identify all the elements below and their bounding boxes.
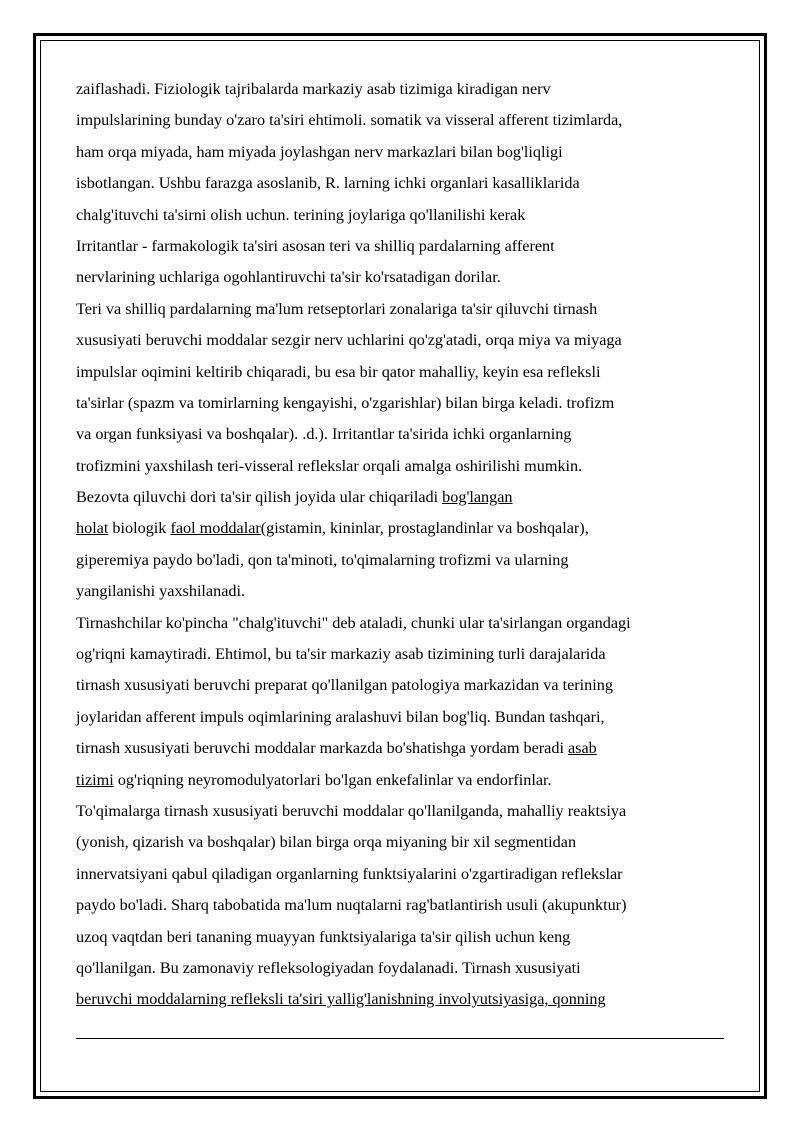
text-line: [76, 922, 726, 953]
text-line: [76, 325, 726, 356]
text-span: (yonish, qizarish va boshqalar) bilan birga orqa miyaning bir xil segmentidan: [76, 833, 577, 852]
text-span: og'riqni kamaytiradi. Ehtimol, bu ta'sir markaziy asab tizimining turli darajalarida: [76, 645, 606, 664]
text-span: qo'llanilgan. Bu zamonaviy refleksologiyadan foydalanadi. Tirnash xususiyati: [76, 958, 581, 977]
text-span: Irritantlar - farmakologik ta'siri asosan teri va shilliq pardalarning afferent: [76, 236, 555, 255]
hyperlink-faol-moddalar[interactable]: faol moddalar: [170, 519, 261, 538]
text-span: tirnash xususiyati beruvchi preparat qo'llanilgan patologiya markazidan va terining: [76, 676, 613, 695]
text-span: Tirnashchilar ko'pincha "chalg'ituvchi" deb ataladi, chunki ular ta'sirlangan organdagi: [76, 613, 631, 632]
hyperlink-bogliangan[interactable]: bog'langan: [442, 488, 513, 507]
text-span: innervatsiyani qabul qiladigan organlarning funktsiyalarini o'zgartiradigan reflekslar: [76, 864, 623, 883]
text-span: beruvchi moddalarning refleksli ta'siri yallig'lanishning involyutsiyasiga, qonning: [76, 990, 606, 1009]
text-line: [76, 608, 726, 639]
text-line: [76, 357, 726, 388]
text-line: [76, 419, 726, 450]
text-span: ta'sirlar (spazm va tomirlarning kengayishi, o'zgarishlar) bilan birga keladi. trofizm: [76, 393, 615, 412]
text-line: [76, 294, 726, 325]
text-span: paydo bo'ladi. Sharq tabobatida ma'lum nuqtalarni rag'batlantirish usuli (akupunktur): [76, 896, 627, 915]
text-line: [76, 545, 726, 576]
hyperlink-holat[interactable]: holat: [76, 519, 109, 538]
text-span: nervlarining uchlariga ogohlantiruvchi ta'sir ko'rsatadigan dorilar.: [76, 268, 501, 287]
text-line: [76, 513, 726, 544]
text-line: [76, 859, 726, 890]
text-span: (gistamin, kininlar, prostaglandinlar va boshqalar),: [260, 519, 589, 538]
text-span: Teri va shilliq pardalarning ma'lum retseptorlari zonalariga ta'sir qiluvchi tirnash: [76, 299, 598, 318]
text-line: [76, 702, 726, 733]
text-span: impulslarining bunday o'zaro ta'siri ehtimoli. somatik va visseral afferent tizimlarda,: [76, 111, 623, 130]
text-span: giperemiya paydo bo'ladi, qon ta'minoti, to'qimalarning trofizmi va ularning: [76, 550, 569, 569]
text-span: va organ funksiyasi va boshqalar). .d.). Irritantlar ta'sirida ichki organlarning: [76, 425, 572, 444]
text-line: [76, 984, 726, 1015]
text-line: [76, 796, 726, 827]
text-line: [76, 890, 726, 921]
text-span: joylaridan afferent impuls oqimlarining aralashuvi bilan bog'liq. Bundan tashqari,: [76, 707, 605, 726]
text-span: ham orqa miyada, ham miyada joylashgan nerv markazlari bilan bog'liqligi: [76, 142, 563, 161]
text-span: isbotlangan. Ushbu farazga asoslanib, R. larning ichki organlari kasalliklarida: [76, 174, 580, 193]
text-line: [76, 168, 726, 199]
text-span: To'qimalarga tirnash xususiyati beruvchi moddalar qo'llanilganda, mahalliy reaktsiya: [76, 801, 627, 820]
text-span: tirnash xususiyati beruvchi moddalar markazda bo'shatishga yordam beradi: [76, 739, 568, 758]
text-line: [76, 388, 726, 419]
text-span: yangilanishi yaxshilanadi.: [76, 582, 246, 601]
hyperlink-tizimi[interactable]: tizimi: [76, 770, 114, 789]
text-line: [76, 639, 726, 670]
text-line: [76, 670, 726, 701]
hyperlink-asab[interactable]: asab: [568, 739, 597, 758]
text-line: [76, 105, 726, 136]
text-line: [76, 200, 726, 231]
text-line: [76, 733, 726, 764]
text-line: [76, 827, 726, 858]
text-span: trofizmini yaxshilash teri-visseral reflekslar orqali amalga oshirilishi mumkin.: [76, 456, 583, 475]
text-line: [76, 451, 726, 482]
text-line: [76, 482, 726, 513]
text-line: [76, 137, 726, 168]
text-line: [76, 74, 726, 105]
document-body: [76, 74, 726, 1016]
text-span: chalg'ituvchi ta'sirni olish uchun. terining joylariga qo'llanilishi kerak: [76, 205, 526, 224]
text-line: [76, 576, 726, 607]
text-line: [76, 262, 726, 293]
text-line: [76, 765, 726, 796]
bottom-rule: [76, 1038, 724, 1039]
text-span: impulslar oqimini keltirib chiqaradi, bu esa bir qator mahalliy, keyin esa refleksli: [76, 362, 601, 381]
text-span: zaiflashadi. Fiziologik tajribalarda markaziy asab tizimiga kiradigan nerv: [76, 80, 551, 98]
text-span: Bezovta qiluvchi dori ta'sir qilish joyida ular chiqariladi: [76, 488, 443, 507]
text-span: og'riqning neyromodulyatorlari bo'lgan enkefalinlar va endorfinlar.: [113, 770, 552, 789]
text-span: uzoq vaqtdan beri tananing muayyan funktsiyalariga ta'sir qilish uchun keng: [76, 927, 571, 946]
text-span: xususiyati beruvchi moddalar sezgir nerv uchlarini qo'zg'atadi, orqa miya va miyaga: [76, 331, 622, 350]
text-line: [76, 231, 726, 262]
text-span: biologik: [108, 519, 171, 538]
text-line: [76, 953, 726, 984]
